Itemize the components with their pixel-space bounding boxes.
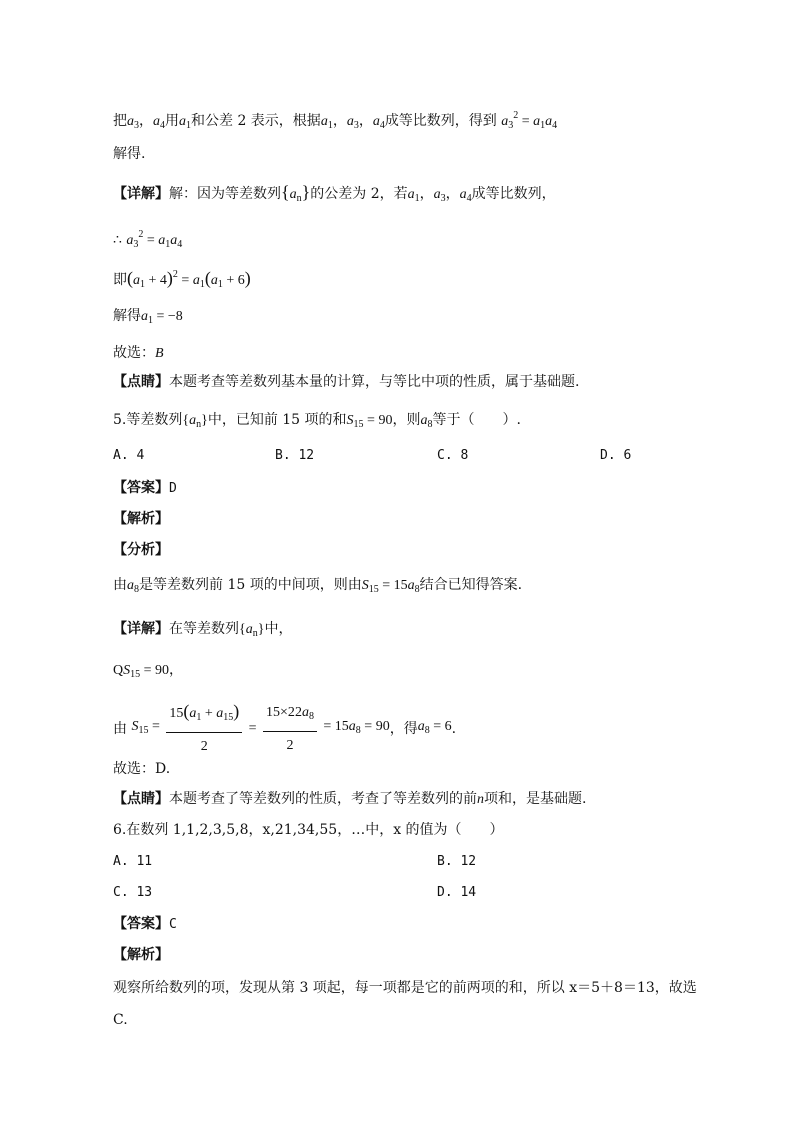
text-line <box>113 343 734 364</box>
math-value: 90 <box>155 663 170 678</box>
math-equation: $(a_1 + 4)^2 = a_1(a_1 + 6)$ <box>127 268 251 290</box>
math-a8: $a_8$ <box>127 578 139 595</box>
math-value: 90 <box>375 719 390 734</box>
math-equation: $a_3^2 = a_1a_4$ <box>126 229 183 250</box>
text: ， <box>419 186 434 202</box>
math-a4: $a_4$ <box>372 114 385 131</box>
math-equation: $a_3^2 = a_1a_4$ <box>501 110 558 131</box>
text: ， <box>139 113 153 129</box>
text-line <box>113 182 734 209</box>
section-tag: 【分析】 <box>113 542 169 558</box>
text: ，得 <box>389 721 418 737</box>
text: Q <box>113 663 124 678</box>
option-c: C. 8 <box>437 448 469 463</box>
math-equation: $S_{15}$ = <box>131 719 160 736</box>
fraction: $\frac{15(a_1 + a_{15})}{2}$ <box>166 700 242 758</box>
section-tag: 【答案】 <box>113 916 169 932</box>
text-line <box>113 372 734 392</box>
math-equation: $S_{15} = 15a_8$ <box>361 578 420 595</box>
math-a3: $a_3$ <box>346 114 359 131</box>
question-6: 6.在数列 1,1,2,3,5,8，x,21,34,55，…中，x 的值为（ ） <box>113 822 504 838</box>
math-equation: $a_1 = -8$ <box>141 309 183 326</box>
text: 项和，是基础题. <box>484 791 587 807</box>
text: 由 <box>113 577 127 593</box>
answer-line <box>113 478 734 499</box>
text: 在等差数列 <box>169 621 239 637</box>
text-line <box>113 619 734 644</box>
answer-line <box>113 914 734 935</box>
math-value: 15×2 <box>266 704 295 720</box>
text: 是等差数列前 15 项的中间项，则由 <box>139 577 362 593</box>
text: ， <box>445 186 460 202</box>
math-value: −8 <box>167 309 183 324</box>
math-value: 15 <box>334 719 349 734</box>
text: 成等比数列， <box>471 186 556 202</box>
section-tag: 【答案】 <box>113 480 169 496</box>
math-equation: = $15a_8 = 90$ <box>323 719 390 736</box>
answer-letter: B <box>155 346 164 361</box>
text: 中， <box>264 621 293 637</box>
text-line <box>113 306 734 331</box>
text: 用 <box>165 113 179 129</box>
text-line <box>113 265 734 295</box>
math-value: 6 <box>444 719 452 734</box>
math-a4: $a_4$ <box>153 114 165 131</box>
text: 本题考查了等差数列的性质，考查了等差数列的前 <box>169 791 477 807</box>
text: 等于（ ）. <box>432 412 521 428</box>
text-line <box>113 106 734 136</box>
text: 5.等差数列 <box>113 412 183 428</box>
option-b: B. 12 <box>275 448 315 463</box>
option-a: A. 4 <box>113 448 145 463</box>
text: 的公差为 2，若 <box>310 186 408 202</box>
math-a4: $a_4$ <box>459 187 472 204</box>
math-value: 15 <box>169 706 184 721</box>
answer-letter: D <box>169 481 177 496</box>
text: ， <box>332 113 347 129</box>
section-tag: 【详解】 <box>113 186 169 202</box>
option-c: C. 13 <box>113 885 153 900</box>
text: 中，已知前 15 项的和 <box>207 412 347 428</box>
text: . <box>451 721 457 737</box>
math-variable: n <box>477 792 484 807</box>
option-b: B. 12 <box>437 854 477 869</box>
fraction: $\frac{15\times 22a_8}{2}$ <box>263 702 317 757</box>
answer-letter: C <box>169 917 177 932</box>
math-a1: $a_1$ <box>179 114 191 131</box>
therefore-symbol: ∴ <box>113 232 122 248</box>
text-line <box>113 789 734 810</box>
math-sequence: $\{a_n\}$ <box>239 622 265 639</box>
text: 本题考查等差数列基本量的计算，与等比中项的性质，属于基础题. <box>169 374 580 390</box>
math-value: 2 <box>200 739 208 754</box>
section-tag: 【点睛】 <box>113 374 169 390</box>
text: 成等比数列，得到 <box>384 113 497 129</box>
text: ， <box>358 113 373 129</box>
section-tag: 【点睛】 <box>113 791 169 807</box>
text-line: 由 $S_{15}$ = $\frac{15(a_1 + a_{15})}{2}$ = $\frac{15\times 22a_8}{2}$ = $15a_8 = 90$，得$a_8 = 6$. <box>113 700 734 758</box>
math-value: 90 <box>378 413 393 428</box>
text-line: 观察所给数列的项，发现从第 3 项起，每一项都是它的前两项的和，所以 x＝5＋8＝13，故选 <box>113 980 697 996</box>
option-d: D. 14 <box>437 885 477 900</box>
text: 即 <box>113 272 127 288</box>
text: 结合已知得答案. <box>419 577 523 593</box>
math-value: 2 <box>286 737 294 753</box>
section-tag: 【解析】 <box>113 947 169 963</box>
math-a1: $a_1$ <box>320 114 333 131</box>
section-tag: 【详解】 <box>113 621 169 637</box>
option-d: D. 6 <box>600 448 632 463</box>
text-line: 故选：D. <box>113 761 171 777</box>
text: 故选： <box>113 345 155 361</box>
option-a: A. 11 <box>113 854 153 869</box>
text-line: C. <box>113 1012 128 1028</box>
text: ， <box>169 662 184 678</box>
question-5 <box>113 410 734 435</box>
math-sequence: $\{a_n\}$ <box>182 413 208 430</box>
math-equation: $a_8 = 6$ <box>417 719 452 736</box>
text: 解：因为等差数列 <box>169 186 281 202</box>
text: 解得 <box>113 308 141 324</box>
math-a8: $a_8$ <box>420 413 433 430</box>
math-equation: $S_{15} = 90$ <box>123 663 170 680</box>
text-line <box>113 575 734 600</box>
text: 由 <box>113 721 127 737</box>
text-line <box>113 225 734 255</box>
text-line: 解得. <box>113 146 146 162</box>
math-sequence: $\{a_n\}$ <box>281 182 311 204</box>
text: ，则 <box>392 412 421 428</box>
math-a1: $a_1$ <box>407 187 420 204</box>
text: 把 <box>113 113 127 129</box>
text: 和公差 2 表示，根据 <box>191 113 321 129</box>
math-a3: $a_3$ <box>127 114 139 131</box>
section-tag: 【解析】 <box>113 511 169 527</box>
math-a3: $a_3$ <box>433 187 446 204</box>
text-line <box>113 660 734 685</box>
math-equation: $S_{15} = 90$ <box>346 413 393 430</box>
